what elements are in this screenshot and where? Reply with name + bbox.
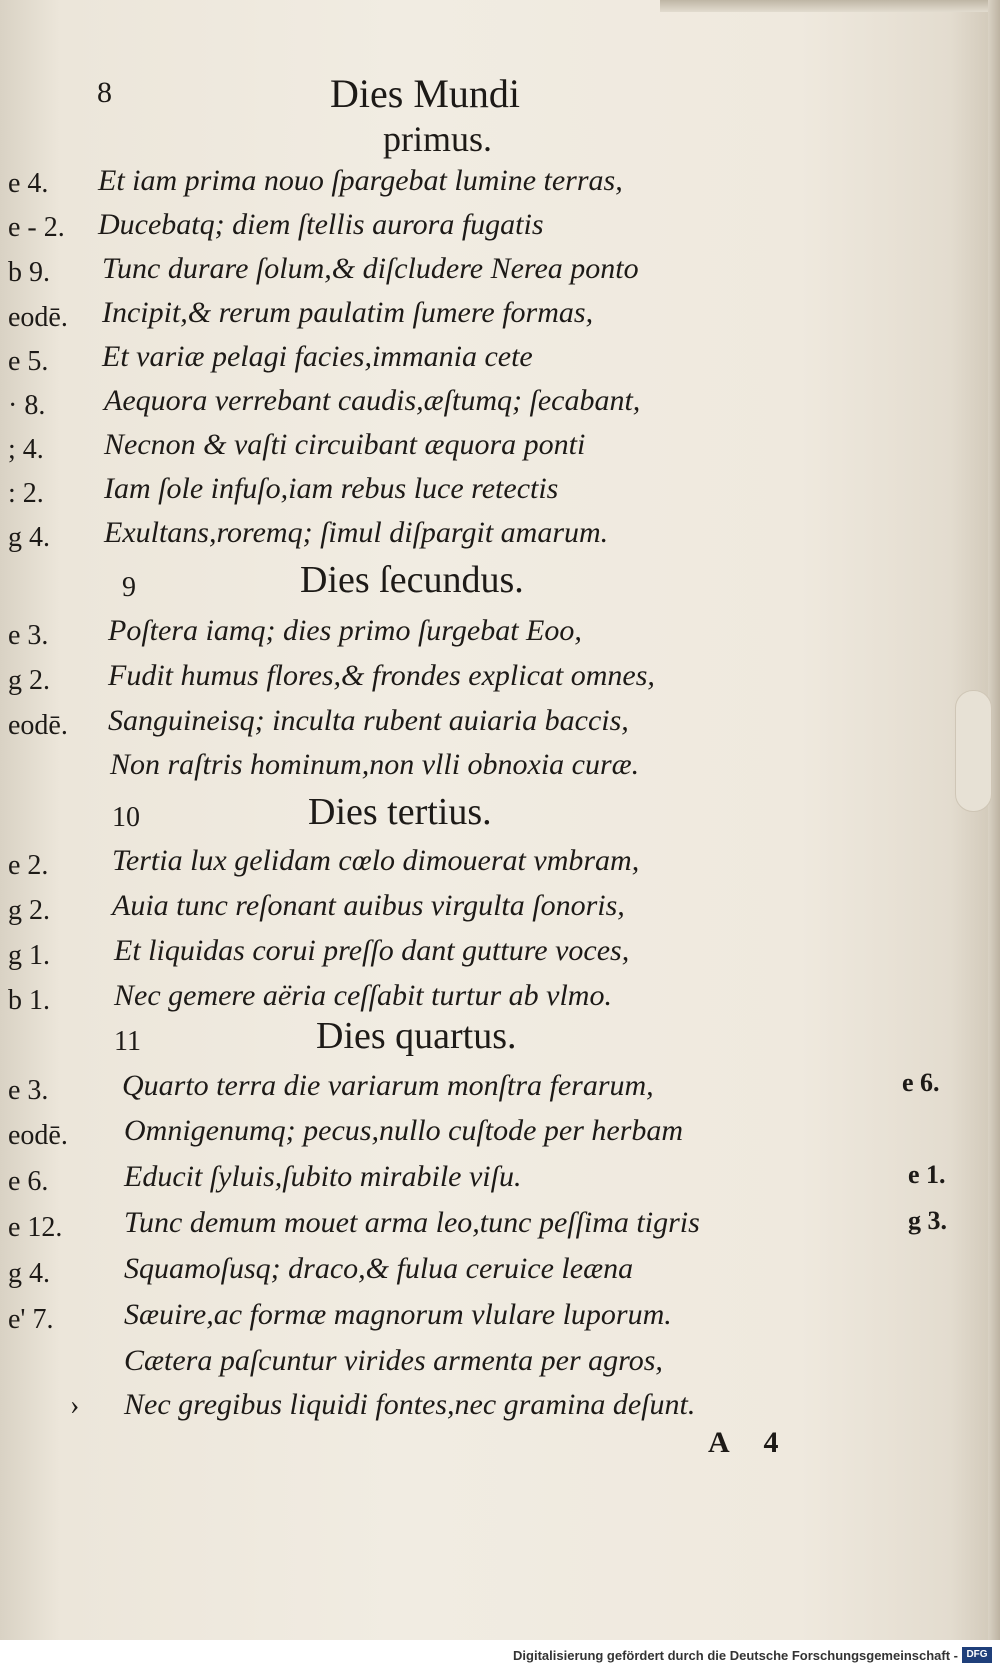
line-marker: ; 4. bbox=[8, 434, 44, 465]
line-marker: g 2. bbox=[8, 895, 50, 926]
verse-line: Poſtera iamq; dies primo ſurgebat Eoo, bbox=[108, 614, 582, 647]
line-marker: e' 7. bbox=[8, 1304, 54, 1335]
line-marker: g 1. bbox=[8, 940, 50, 971]
line-marker: e 3. bbox=[8, 1075, 49, 1106]
page-edge bbox=[988, 0, 1000, 1640]
verse-line: Educit ſyluis,ſubito mirabile viſu. bbox=[124, 1160, 522, 1193]
verse-line: Incipit,& rerum paulatim ſumere formas, bbox=[102, 296, 594, 329]
line-marker: · 8. bbox=[8, 390, 46, 421]
verse-line: Iam ſole infuſo,iam rebus luce retectis bbox=[104, 472, 559, 505]
line-marker: e - 2. bbox=[8, 212, 65, 243]
line-marker: e 5. bbox=[8, 346, 49, 377]
line-marker: e 12. bbox=[8, 1212, 63, 1243]
line-marker: eodē. bbox=[8, 1120, 68, 1151]
binding-edge bbox=[660, 0, 1000, 12]
verse-line: Tunc durare ſolum,& diſcludere Nerea ponto bbox=[102, 252, 639, 285]
line-marker: e 4. bbox=[8, 168, 49, 199]
signature-mark: A 4 bbox=[708, 1426, 793, 1459]
line-marker: g 4. bbox=[8, 1258, 50, 1289]
right-margin-marker: g 3. bbox=[908, 1206, 947, 1235]
verse-line: Nec gregibus liquidi fontes,nec gramina deſunt. bbox=[124, 1388, 696, 1421]
line-marker: e 2. bbox=[8, 850, 49, 881]
right-margin-marker: e 6. bbox=[902, 1068, 940, 1097]
section-number: 10 bbox=[112, 802, 140, 833]
line-marker: e 3. bbox=[8, 620, 49, 651]
line-marker: › bbox=[70, 1390, 80, 1421]
line-marker: : 2. bbox=[8, 478, 44, 509]
section-heading-secundus: Dies ſecundus. bbox=[300, 559, 524, 601]
line-marker: g 4. bbox=[8, 522, 50, 553]
verse-line: Nec gemere aëria ceſſabit turtur ab vlmo. bbox=[114, 979, 612, 1012]
funding-credit: Digitalisierung gefördert durch die Deutsche Forschungsgemeinschaft - bbox=[513, 1648, 958, 1663]
verse-line: Sanguineisq; inculta rubent auiaria baccis, bbox=[108, 704, 629, 737]
section-heading-tertius: Dies tertius. bbox=[308, 791, 492, 833]
dfg-logo-icon: DFG bbox=[962, 1647, 992, 1663]
page-number: 8 bbox=[97, 76, 112, 109]
verse-line: Quarto terra die variarum monſtra ferarum, bbox=[122, 1069, 654, 1102]
verse-line: Et iam prima nouo ſpargebat lumine terras, bbox=[98, 164, 623, 197]
line-marker: b 9. bbox=[8, 257, 50, 288]
footer bbox=[0, 1640, 1000, 1672]
verse-line: Necnon & vaſti circuibant æquora ponti bbox=[104, 428, 586, 461]
verse-line: Auia tunc reſonant auibus virgulta ſonoris, bbox=[112, 889, 625, 922]
line-marker: eodē. bbox=[8, 710, 68, 741]
verse-line: Exultans,roremq; ſimul diſpargit amarum. bbox=[104, 516, 609, 549]
verse-line: Squamoſusq; draco,& fulua ceruice leæna bbox=[124, 1252, 634, 1285]
line-marker: e 6. bbox=[8, 1166, 49, 1197]
line-marker: b 1. bbox=[8, 985, 50, 1016]
verse-line: Tunc demum mouet arma leo,tunc peſſima tigris bbox=[124, 1206, 700, 1239]
right-margin-marker: e 1. bbox=[908, 1160, 946, 1189]
verse-line: Omnigenumq; pecus,nullo cuſtode per herbam bbox=[124, 1114, 684, 1147]
verse-line: Tertia lux gelidam cœlo dimouerat vmbram, bbox=[112, 844, 640, 877]
verse-line: Ducebatq; diem ſtellis aurora fugatis bbox=[98, 208, 544, 241]
verse-line: Cætera paſcuntur virides armenta per agros, bbox=[124, 1344, 663, 1377]
section-heading-quartus: Dies quartus. bbox=[316, 1015, 517, 1057]
verse-line: Fudit humus flores,& frondes explicat omnes, bbox=[108, 659, 655, 692]
running-title: Dies Mundi bbox=[330, 71, 520, 116]
line-marker: g 2. bbox=[8, 665, 50, 696]
section-heading-primus: primus. bbox=[383, 119, 493, 159]
page-tab bbox=[955, 690, 992, 812]
section-number: 9 bbox=[122, 572, 136, 603]
verse-line: Aequora verrebant caudis,æſtumq; ſecabant, bbox=[104, 384, 641, 417]
section-number: 11 bbox=[114, 1026, 141, 1057]
verse-line: Non raſtris hominum,non vlli obnoxia curæ. bbox=[110, 748, 640, 781]
verse-line: Et variæ pelagi facies,immania cete bbox=[102, 340, 533, 373]
verse-line: Sæuire,ac formæ magnorum vlulare luporum. bbox=[124, 1298, 672, 1331]
verse-line: Et liquidas corui preſſo dant gutture voces, bbox=[114, 934, 630, 967]
line-marker: eodē. bbox=[8, 302, 68, 333]
